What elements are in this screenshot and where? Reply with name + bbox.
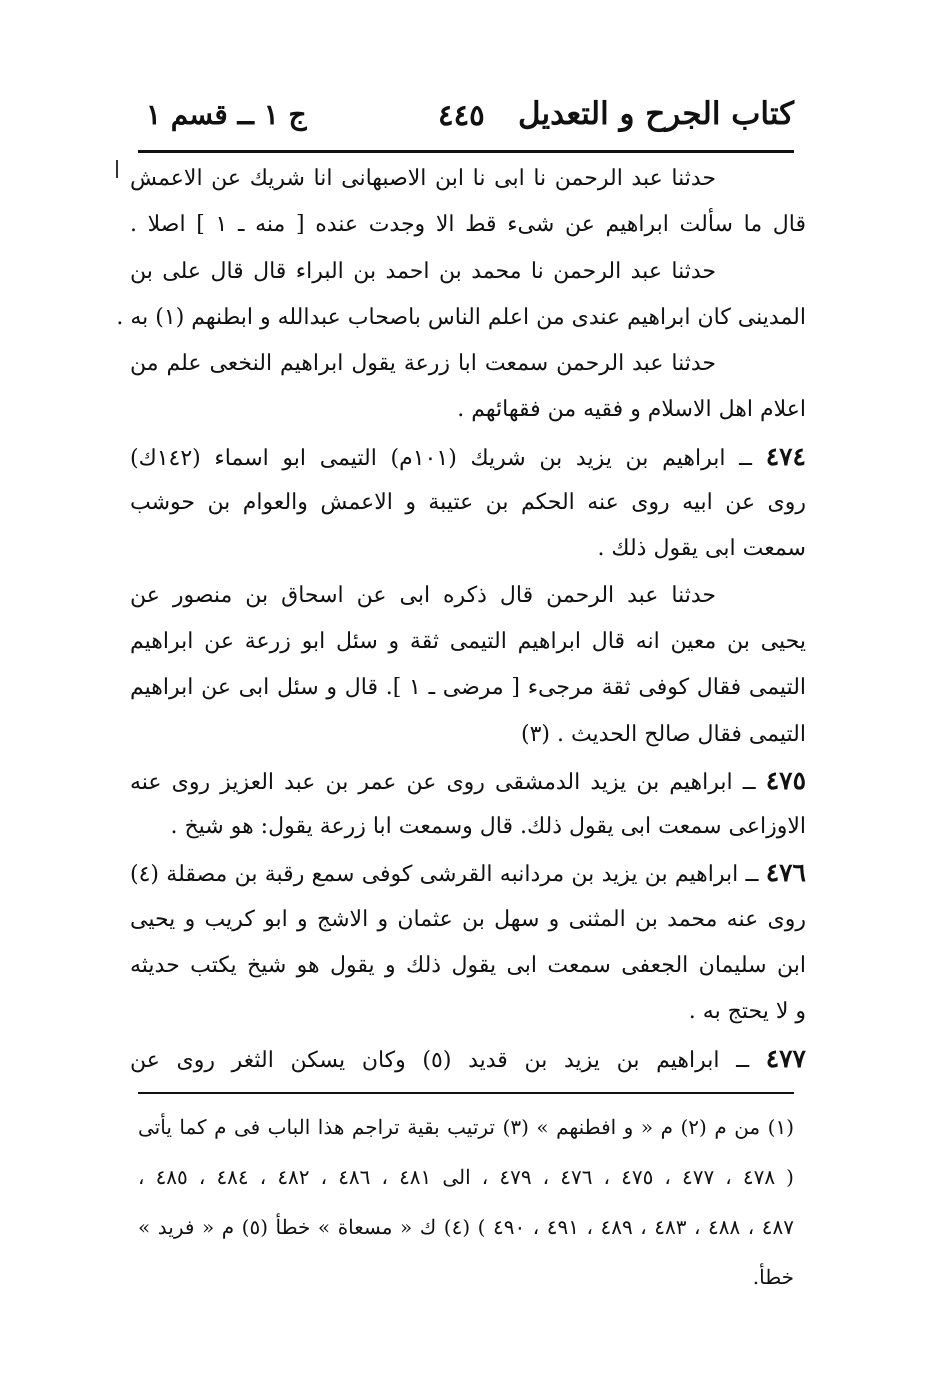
main-text: [116, 156, 807, 1082]
text-line: حدثنا عبد الرحمن سمعت ابا زرعة يقول ابراهيم النخعى علم من: [130, 351, 716, 377]
text-line: و لا يحتج به .: [688, 999, 806, 1025]
entry-line: [130, 434, 806, 480]
entry-number: ٤٧٦: [765, 858, 806, 888]
book-title: كتاب الجرح و التعديل: [517, 96, 794, 132]
page-number: ٤٤٥: [438, 98, 485, 132]
footnote-rule: [138, 1092, 794, 1094]
page-header: [138, 96, 794, 146]
entry-number: ٤٧٧: [765, 1043, 806, 1073]
footnote-line: (١) من م (٢) م « و افطنهم » (٣) ترتيب بقية تراجم هذا الباب فى م كما يأتى: [138, 1115, 795, 1139]
entry-text: ــ ابراهيم بن يزيد الدمشقى روى عن عمر بن عبد العزيز روى عنه: [130, 769, 756, 795]
text-line: حدثنا عبد الرحمن نا محمد بن احمد بن البراء قال قال على بن: [130, 258, 716, 284]
text-line: الاوزاعى سمعت ابى يقول ذلك. قال وسمعت ابا زرعة يقول: هو شيخ .: [170, 814, 806, 840]
entry-text: ــ ابراهيم بن يزيد بن مردانبه القرشى كوفى سمع رقبة بن مصقلة (٤): [130, 862, 759, 888]
entry-number: ٤٧٥: [765, 765, 807, 795]
entry-line: [130, 850, 806, 896]
margin-mark: [116, 160, 118, 178]
text-line: قال ما سألت ابراهيم عن شىء قط الا وجدت عنده [ منه ـ ١ ] اصلا .: [130, 212, 806, 238]
text-line: حدثنا عبد الرحمن نا ابى نا ابن الاصبهانى انا شريك عن الاعمش: [130, 166, 716, 191]
footnote-line: خطأ.: [752, 1265, 794, 1289]
entry-line: [130, 758, 806, 804]
entry-text: ــ ابراهيم بن يزيد بن قديد (٥) وكان يسكن الثغر روى عن: [130, 1047, 750, 1073]
volume-part: ج ١ ــ قسم ١: [146, 98, 307, 131]
text-line: التيمى فقال صالح الحديث . (٣): [520, 721, 806, 747]
footnote-line: ٤٨٧ ، ٤٨٨ ، ٤٨٣ ، ٤٨٩ ، ٤٩١ ، ٤٩٠ ) (٤) ك « مسعاة » خطأ (٥) م « فريد »: [138, 1215, 794, 1239]
footnote-line: ( ٤٧٨ ، ٤٧٧ ، ٤٧٥ ، ٤٧٦ ، ٤٧٩ ، الى ٤٨١ ، ٤٨٦ ، ٤٨٢ ، ٤٨٤ ، ٤٨٥ ،: [138, 1165, 794, 1189]
text-line: روى عن ابيه روى عنه الحكم بن عتيبة و الاعمش والعوام بن حوشب: [130, 490, 806, 516]
entry-line: [130, 1036, 806, 1082]
text-line: ابن سليمان الجعفى سمعت ابى يقول ذلك و يقول هو شيخ يكتب حديثه: [130, 953, 806, 979]
header-rule: [138, 150, 794, 153]
text-line: يحيى بن معين انه قال ابراهيم التيمى ثقة و سئل ابو زرعة عن ابراهيم: [130, 628, 806, 654]
entry-number: ٤٧٤: [765, 441, 806, 471]
text-line: التيمى فقال كوفى ثقة مرجىء [ مرضى ـ ١ ]. قال و سئل ابى عن ابراهيم: [130, 675, 807, 701]
text-line: سمعت ابى يقول ذلك .: [597, 536, 806, 562]
entry-text: ــ ابراهيم بن يزيد بن شريك (١٠١م) التيمى ابو اسماء (١٤٢ك): [130, 445, 753, 471]
text-line: اعلام اهل الاسلام و فقيه من فقهائهم .: [457, 397, 806, 423]
text-line: روى عنه محمد بن المثنى و سهل بن عثمان و الاشج و ابو كريب و يحيى: [130, 906, 806, 932]
footnotes: [138, 1102, 794, 1302]
text-line: المدينى كان ابراهيم عندى من اعلم الناس باصحاب عبدالله و ابطنهم (١) به .: [116, 304, 806, 330]
text-line: حدثنا عبد الرحمن قال ذكره ابى عن اسحاق بن منصور عن: [130, 582, 716, 608]
